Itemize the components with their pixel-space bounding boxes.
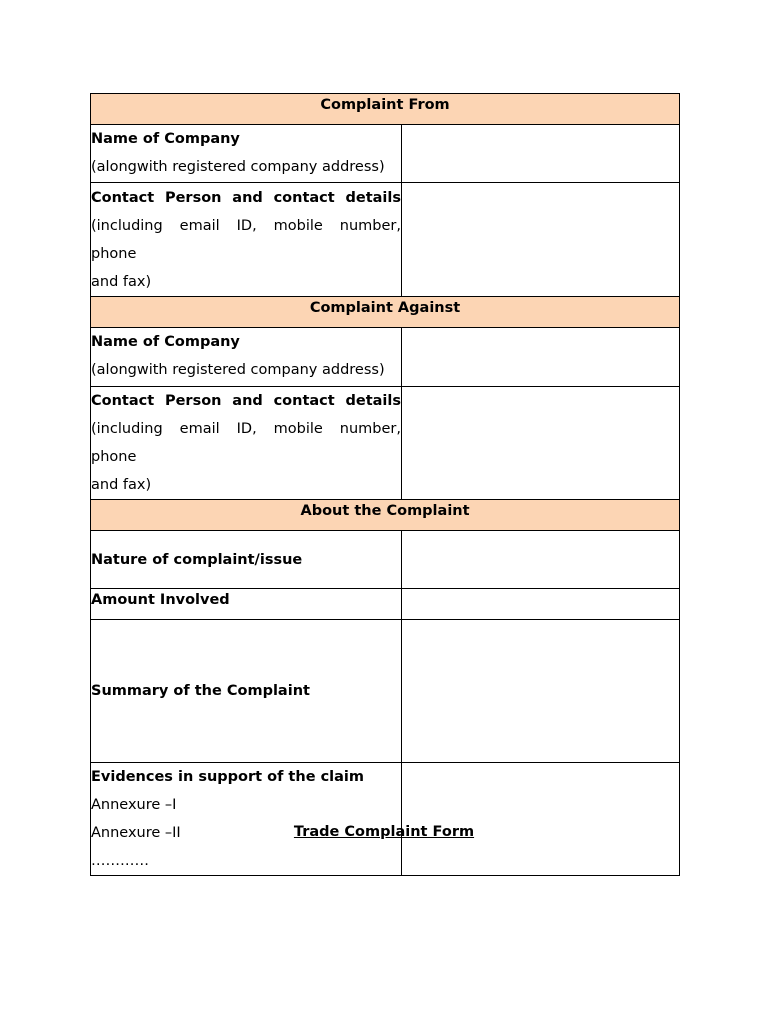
field-note-line: (including email ID, mobile number, phone bbox=[91, 218, 401, 262]
field-label: Nature of complaint/issue bbox=[91, 551, 303, 568]
against-company-input-cell[interactable] bbox=[402, 328, 680, 387]
row-summary bbox=[91, 620, 680, 763]
complaint-form-table bbox=[90, 93, 680, 876]
label-cell bbox=[91, 620, 402, 763]
row-nature bbox=[91, 531, 680, 589]
label-cell bbox=[91, 125, 402, 183]
evidence-input-cell[interactable] bbox=[402, 763, 680, 876]
field-note: (alongwith registered company address) bbox=[91, 159, 385, 175]
field-label: Amount Involved bbox=[91, 592, 230, 608]
section-header-about-complaint bbox=[91, 500, 680, 531]
label-cell bbox=[91, 183, 402, 297]
annexure-item: Annexure –I bbox=[91, 797, 177, 813]
row-against-contact bbox=[91, 387, 680, 500]
row-evidence bbox=[91, 763, 680, 876]
field-label: Evidences in support of the claim bbox=[91, 769, 365, 785]
field-note-line: and fax) bbox=[91, 477, 152, 493]
nature-input-cell[interactable] bbox=[402, 531, 680, 589]
section-header-complaint-from bbox=[91, 94, 680, 125]
field-label: Summary of the Complaint bbox=[91, 683, 310, 699]
row-against-company bbox=[91, 328, 680, 387]
from-company-input-cell[interactable] bbox=[402, 125, 680, 183]
label-cell bbox=[91, 531, 402, 589]
form-title: Trade Complaint Form bbox=[293, 824, 475, 840]
row-amount bbox=[91, 589, 680, 620]
annexure-more: ………… bbox=[91, 853, 149, 869]
field-note-line: (including email ID, mobile number, phone bbox=[91, 421, 401, 465]
section-title: Complaint From bbox=[91, 94, 680, 125]
summary-input-cell[interactable] bbox=[402, 620, 680, 763]
field-note: (alongwith registered company address) bbox=[91, 362, 385, 378]
section-header-complaint-against bbox=[91, 297, 680, 328]
amount-input-cell[interactable] bbox=[402, 589, 680, 620]
row-from-contact bbox=[91, 183, 680, 297]
label-cell bbox=[91, 763, 402, 876]
label-cell bbox=[91, 328, 402, 387]
section-title: About the Complaint bbox=[91, 500, 680, 531]
field-label: Name of Company bbox=[91, 334, 240, 350]
annexure-item: Annexure –II bbox=[91, 825, 181, 841]
from-contact-input-cell[interactable] bbox=[402, 183, 680, 297]
field-note-line: and fax) bbox=[91, 274, 152, 290]
against-contact-input-cell[interactable] bbox=[402, 387, 680, 500]
section-title: Complaint Against bbox=[91, 297, 680, 328]
field-label: Contact Person and contact details bbox=[91, 393, 401, 409]
row-from-company bbox=[91, 125, 680, 183]
field-label: Name of Company bbox=[91, 131, 240, 147]
label-cell bbox=[91, 589, 402, 620]
label-cell bbox=[91, 387, 402, 500]
field-label: Contact Person and contact details bbox=[91, 190, 401, 206]
